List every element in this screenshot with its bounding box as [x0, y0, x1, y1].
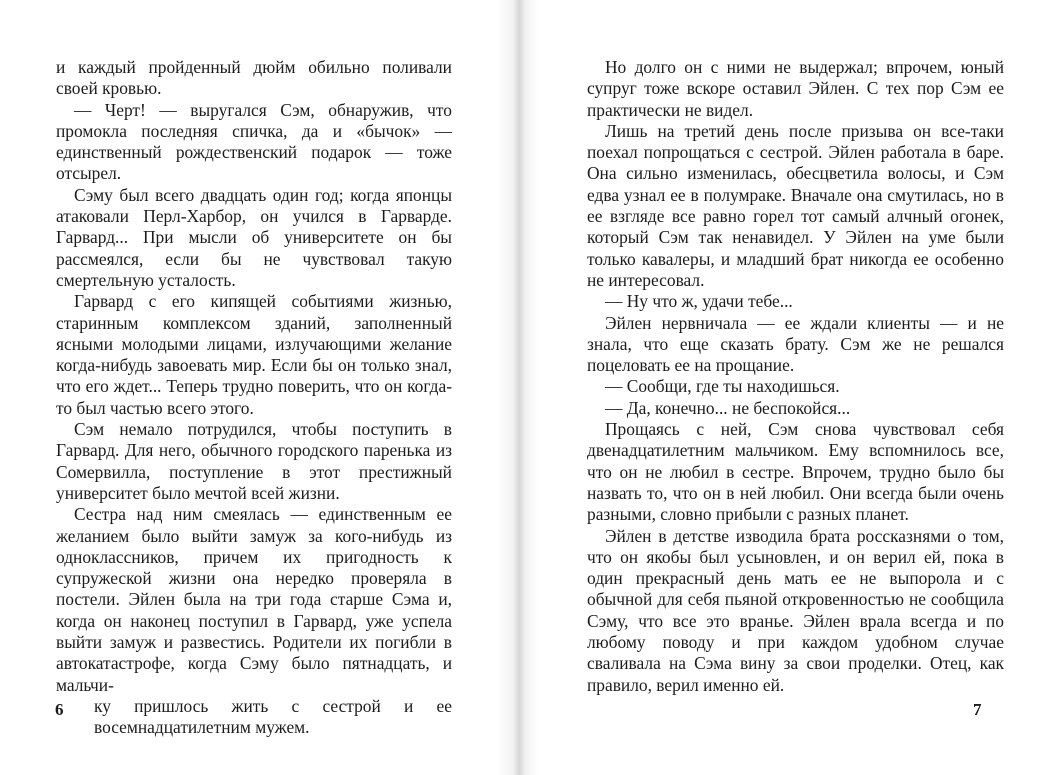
paragraph: — Черт! — выругался Сэм, обнаружив, что промокла последняя спичка, да и «бычок» — единственный рождественский подарок — тоже отсырел. [56, 99, 452, 184]
book-gutter-shadow [496, 0, 538, 775]
paragraph: — Да, конечно... не беспокойся... [605, 397, 851, 418]
right-page-text [587, 57, 1004, 696]
left-page-text [56, 57, 452, 739]
paragraph: Сэму был всего двадцать один год; когда японцы атаковали Перл-Харбор, он учился в Гарварде. Гарвард... При мысли об университете он бы рассмеялся, если бы не чувствовал такую смертельную усталость. [56, 184, 452, 290]
paragraph: Эйлен в детстве изводила брата россказнями о том, что он якобы был усыновлен, и он верил ей, пока в один прекрасный день мать ее не выпорола и с обычной для себя пьяной откровенностью не сообщила Сэму, что все это вранье. Эйлен врала всегда и по любому поводу и при каждом удобном случае сваливала на Сэма вину за свои проделки. Отец, как правило, верил именно ей. [587, 525, 1004, 695]
paragraph: Лишь на третий день после призыва он все-таки поехал попрощаться с сестрой. Эйлен работала в баре. Она сильно изменилась, обесцветила волосы, и Сэм едва узнал ее в полумраке. Вначале она смутилась, но в ее взгляде все равно горел тот самый алчный огонек, который Сэм так ненавидел. У Эйлен на уме были только кавалеры, и младший брат никогда ее особенно не интересовал. [587, 120, 1004, 290]
paragraph: и каждый пройденный дюйм обильно поливали своей кровью. [56, 57, 452, 99]
right-page [520, 0, 1052, 775]
page-number: 6 [55, 700, 64, 719]
paragraph: Прощаясь с ней, Сэм снова чувствовал себя двенадцатилетним мальчиком. Ему вспомнилось все, что он не любил в сестре. Впрочем, трудно было бы назвать то, что он в ней любил. Они всегда были очень разными, словно прибыли с разных планет. [587, 419, 1004, 525]
paragraph: Сестра над ним смеялась — единственным ее желанием было выйти замуж за кого-нибудь из одноклассников, причем их пригодность к супружеской жизни она нередко проверяла в постели. Эйлен была на три года старше Сэма и, когда он наконец поступил в Гарвард, уже успела выйти замуж и развестись. Родители их погибли в автокатастрофе, когда Сэму было пятнадцать, и мальчи- [56, 504, 452, 695]
paragraph: Сэм немало потрудился, чтобы поступить в Гарвард. Для него, обычного городского паренька из Сомервилла, поступление в этот престижный университет было мечтой всей жизни. [56, 419, 452, 503]
paragraph: — Сообщи, где ты находишься. [605, 376, 840, 397]
paragraph: Гарвард с его кипящей событиями жизнью, старинным комплексом зданий, заполненный ясными молодыми лицами, излучающими желание когда-нибудь завоевать мир. Если бы он только знал, что его ждет... Теперь трудно поверить, что он когда-то был частью всего этого. [56, 291, 452, 418]
paragraph: Но долго он с ними не выдержал; впрочем, юный супруг тоже вскоре оставил Эйлен. С тех пор Сэм ее практически не видел. [587, 57, 1004, 120]
paragraph: Эйлен нервничала — ее ждали клиенты — и не знала, что еще сказать брату. Сэм же не решался поцеловать ее на прощание. [587, 312, 1004, 376]
left-page [0, 0, 520, 775]
paragraph: ку пришлось жить с сестрой и ее восемнадцатилетним мужем. [94, 695, 452, 738]
page-number: 7 [973, 700, 982, 719]
paragraph: — Ну что ж, удачи тебе... [605, 291, 793, 312]
